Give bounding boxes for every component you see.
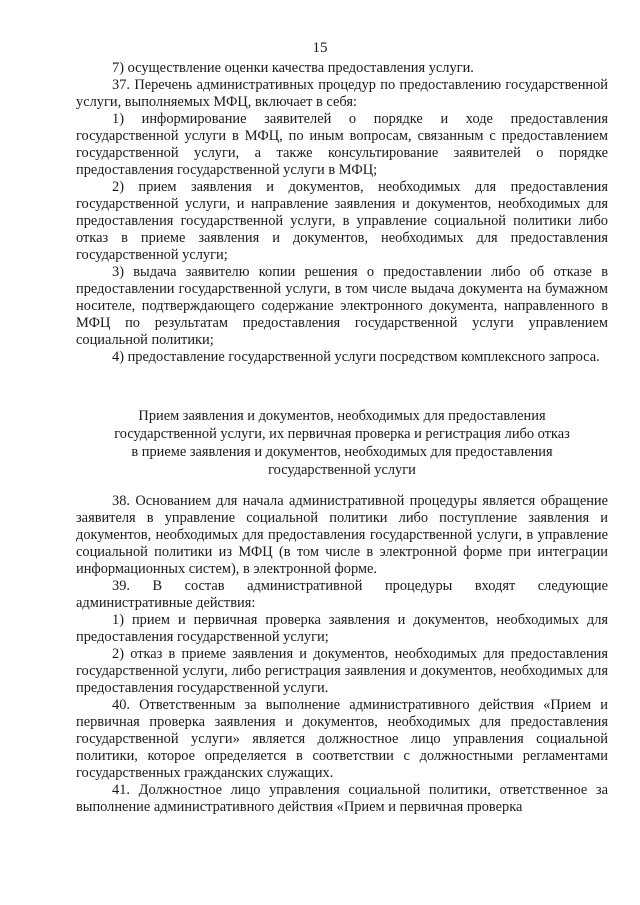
page-number: 15 [312, 40, 328, 56]
heading-line-1: Прием заявления и документов, необходимых для предоставления [138, 408, 546, 424]
section-heading [76, 407, 608, 479]
paragraph-37-item-4: 4) предоставление государственной услуги посредством комплексного запроса. [112, 349, 600, 365]
heading-line-3: в приеме заявления и документов, необходимых для предоставления [131, 444, 553, 460]
section-reception [76, 493, 608, 816]
heading-line-4: государственной услуги [268, 462, 416, 478]
heading-line-2: государственной услуги, их первичная проверка и регистрация либо отказ [114, 426, 570, 442]
paragraph-39-item-1: 1) прием и первичная проверка заявления и документов, необходимых для предоставления государственной услуги; [76, 612, 608, 645]
paragraph-39: 39. В состав административной процедуры входят следующие административные действия: [76, 578, 608, 611]
paragraph-38: 38. Основанием для начала административной процедуры является обращение заявителя в управление социальной политики либо поступление заявления и документов, необходимых для предоставления государственной услуги, в управление социальной политики из МФЦ (в том числе в электронной форме при интеграции информационных систем), в электронной форме. [76, 493, 608, 577]
paragraph-37-item-3: 3) выдача заявителю копии решения о предоставлении либо об отказе в предоставлении государственной услуги, в том числе выдача документа на бумажном носителе, подтверждающего содержание электронного документа, направленного в МФЦ по результатам предоставления государственной услуги управлением социальной политики; [76, 264, 608, 348]
paragraph-37-item-1: 1) информирование заявителей о порядке и ходе предоставления государственной услуги в МФЦ, по иным вопросам, связанным с предоставлением государственной услуги, а также консультирование заявителей о порядке предоставления государственной услуги в МФЦ; [76, 111, 608, 178]
paragraph-37-item-2: 2) прием заявления и документов, необходимых для предоставления государственной услуги, и направление заявления и документов, необходимых для предоставления государственной услуги, в управление социальной политики либо отказ в приеме заявления и документов, необходимых для предоставления государственной услуги; [76, 179, 608, 263]
paragraph-41: 41. Должностное лицо управления социальной политики, ответственное за выполнение административного действия «Прием и первичная проверка [76, 782, 608, 815]
paragraph-39-item-2: 2) отказ в приеме заявления и документов, необходимых для предоставления государственной услуги, либо регистрация заявления и документов, необходимых для предоставления государственной услуги. [76, 646, 608, 696]
paragraph-40: 40. Ответственным за выполнение административного действия «Прием и первичная проверка заявления и документов, необходимых для предоставления государственной услуги» является должностное лицо управления социальной политики, которое определяется в соответствии с должностными регламентами государственных гражданских служащих. [76, 697, 608, 781]
paragraph-7: 7) осуществление оценки качества предоставления услуги. [112, 60, 474, 76]
paragraph-37: 37. Перечень административных процедур по предоставлению государственной услуги, выполняемых МФЦ, включает в себя: [76, 77, 608, 110]
section-admin-procedures [76, 60, 608, 366]
